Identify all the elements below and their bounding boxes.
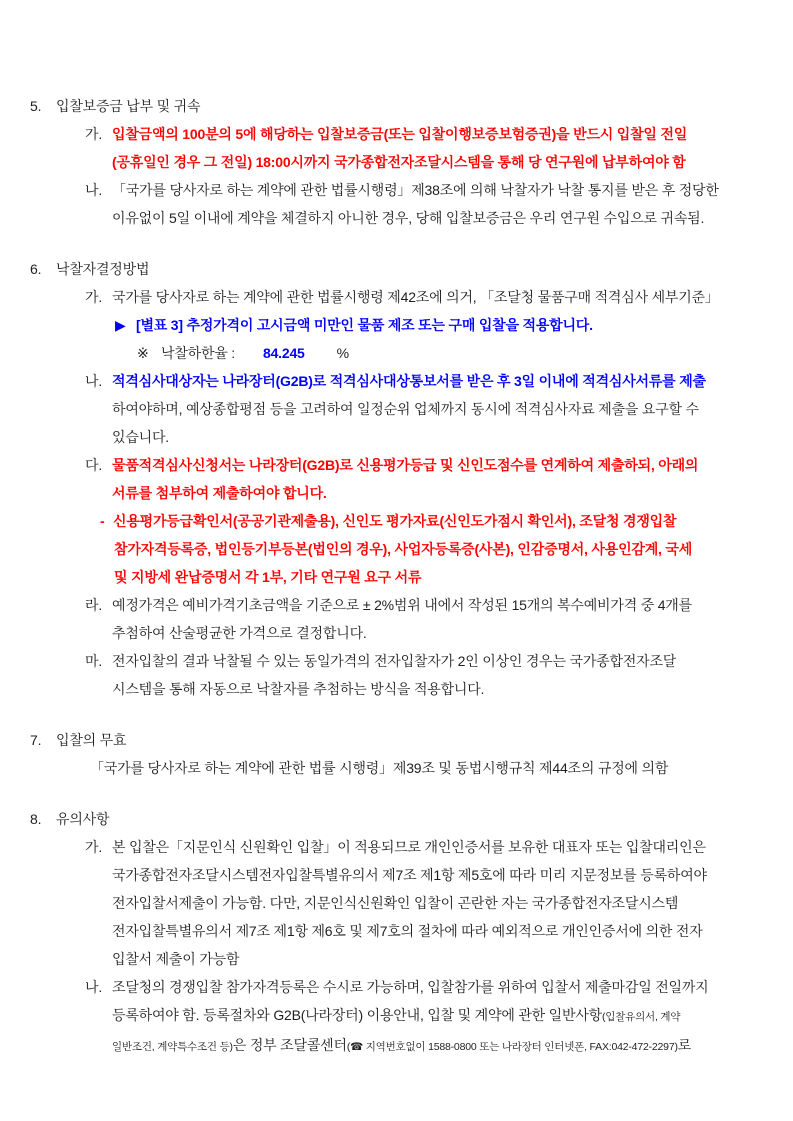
text-segment: 국가를 당사자로 하는 계약에 관한 법률시행령 제42조에 의거, 「조달청 물품구매 적격심사 세부기준」 [112, 289, 719, 305]
doc-line [137, 339, 767, 367]
text-segment: 전자입찰특별유의서 제7조 제1항 제6호 및 제7호의 절차에 따라 예외적으로 개인인증서에 의한 전자 [112, 923, 703, 939]
text-segment: [별표 3] 추정가격이 고시금액 미만인 물품 제조 또는 구매 입찰을 적용합니다. [136, 317, 593, 333]
doc-line [85, 973, 767, 1001]
text-segment: 시스템을 통해 자동으로 낙찰자를 추첨하는 방식을 적용합니다. [112, 681, 485, 697]
doc-line [112, 917, 767, 945]
text-segment: 서류를 첨부하여 제출하여야 합니다. [112, 485, 327, 501]
text-segment: 참가자격등록증, 법인등기부등본(법인의 경우), 사업자등록증(사본), 인감증명서, 사용인감계, 국세 [114, 541, 693, 557]
doc-line [85, 176, 767, 204]
doc-line [112, 204, 767, 232]
text-segment: 로 [677, 1037, 692, 1053]
text-segment: 및 지방세 완납증명서 각 1부, 기타 연구원 요구 서류 [114, 569, 422, 585]
section-heading [30, 805, 767, 833]
section [30, 92, 767, 232]
doc-line [112, 1001, 767, 1031]
text-segment: 입찰금액의 100분의 5에 해당하는 입찰보증금(또는 입찰이행보증보험증권)을 반드시 입찰일 전일 [112, 126, 688, 142]
text-segment: 은 정부 조달콜센터 [232, 1037, 347, 1053]
text-segment: 있습니다. [112, 429, 169, 445]
text-segment: 조달청의 경쟁입찰 참가자격등록은 수시로 가능하며, 입찰참가를 위하여 입찰서 제출마감일 전일까지 [112, 979, 709, 995]
text-segment: 전자입찰서제출이 가능함. 다만, 지문인식신원확인 입찰이 곤란한 자는 국가종합전자조달시스템 [112, 895, 679, 911]
section-title: 유의사항 [56, 811, 110, 827]
doc-line [112, 675, 767, 703]
text-segment: (입찰유의서, 계약 [601, 1011, 681, 1023]
text-segment: 국가종합전자조달시스템전자입찰특별유의서 제7조 제1항 제5호에 따라 미리 지문정보를 등록하여야 [112, 867, 707, 883]
section [30, 255, 767, 703]
line-marker: 가. [85, 289, 103, 305]
text-segment: 예정가격은 예비가격기초금액을 기준으로 ± 2%범위 내에서 작성된 15개의 복수예비가격 중 4개를 [112, 597, 692, 613]
line-marker: 가. [85, 839, 103, 855]
line-marker: ※ [137, 345, 149, 361]
line-marker: 나. [85, 182, 103, 198]
section-heading [30, 255, 767, 283]
text-segment: 적격심사대상자는 나라장터(G2B)로 적격심사대상통보서를 받은 후 3일 이내에 적격심사서류를 제출 [112, 373, 706, 389]
doc-line [114, 535, 767, 563]
doc-line [85, 120, 767, 148]
text-segment: (☎ 지역번호없이 1588-0800 또는 나라장터 인터넷폰, FAX:042-472-2297) [346, 1041, 678, 1053]
text-segment: 84.245 [263, 345, 305, 361]
text-segment: 낙찰하한율 : [161, 345, 235, 361]
text-segment: 신용평가등급확인서(공공기관제출용), 신인도 평가자료(신인도가점시 확인서), 조달청 경쟁입찰 [113, 513, 677, 529]
text-segment: 입찰서 제출이 가능함 [112, 951, 240, 967]
section-heading [30, 92, 767, 120]
section-number: 8. [30, 811, 42, 827]
section-title: 입찰보증금 납부 및 귀속 [56, 98, 201, 114]
text-segment: 「국가를 당사자로 하는 계약에 관한 법률 시행령」제39조 및 동법시행규칙 제44조의 규정에 의함 [90, 760, 669, 776]
doc-line [85, 451, 767, 479]
section [30, 805, 767, 1061]
line-marker: - [100, 513, 105, 529]
text-segment: 「국가를 당사자로 하는 계약에 관한 법률시행령」제38조에 의해 낙찰자가 낙찰 통지를 받은 후 정당한 [112, 182, 719, 198]
text-segment: 등록하여야 함. 등록절차와 G2B(나라장터) 이용안내, 입찰 및 계약에 관한 일반사항 [112, 1007, 602, 1023]
doc-line [112, 423, 767, 451]
section-number: 6. [30, 261, 42, 277]
doc-line [112, 889, 767, 917]
doc-line [112, 861, 767, 889]
section-number: 7. [30, 732, 42, 748]
doc-line [85, 367, 767, 395]
doc-line [112, 619, 767, 647]
section-heading [30, 726, 767, 754]
line-marker: ▶ [115, 317, 126, 333]
doc-line [85, 647, 767, 675]
doc-line [85, 591, 767, 619]
doc-line [112, 148, 767, 176]
text-segment: 전자입찰의 결과 낙찰될 수 있는 동일가격의 전자입찰자가 2인 이상인 경우는 국가종합전자조달 [112, 653, 677, 669]
text-segment: 이유없이 5일 이내에 계약을 체결하지 아니한 경우, 당해 입찰보증금은 우리 연구원 수입으로 귀속됨. [112, 210, 705, 226]
doc-line [112, 395, 767, 423]
text-segment: 추첨하여 산술평균한 가격으로 결정합니다. [112, 625, 367, 641]
section-number: 5. [30, 98, 42, 114]
line-marker: 가. [85, 126, 103, 142]
doc-line [115, 311, 767, 339]
doc-line [112, 945, 767, 973]
doc-line [85, 833, 767, 861]
line-marker: 다. [85, 457, 103, 473]
line-marker: 라. [85, 597, 103, 613]
text-segment: 하여야하며, 예상종합평점 등을 고려하여 일정순위 업체까지 동시에 적격심사자료 제출을 요구할 수 [112, 401, 699, 417]
doc-line [100, 507, 767, 535]
doc-line [85, 283, 767, 311]
doc-line [112, 479, 767, 507]
doc-line [114, 563, 767, 591]
section [30, 726, 767, 782]
doc-line [112, 1031, 767, 1061]
document-body [30, 92, 767, 1061]
section-title: 낙찰자결정방법 [56, 261, 150, 277]
doc-line [90, 754, 767, 782]
text-segment: 본 입찰은「지문인식 신원확인 입찰」이 적용되므로 개인인증서를 보유한 대표자 또는 입찰대리인은 [112, 839, 706, 855]
section-title: 입찰의 무효 [56, 732, 127, 748]
line-marker: 마. [85, 653, 103, 669]
text-segment: % [336, 345, 349, 361]
text-segment: 일반조건, 계약특수조건 등) [112, 1041, 233, 1053]
text-segment: 물품적격심사신청서는 나라장터(G2B)로 신용평가등급 및 신인도점수를 연계하여 제출하되, 아래의 [112, 457, 699, 473]
text-segment: (공휴일인 경우 그 전일) 18:00시까지 국가종합전자조달시스템을 통해 당 연구원에 납부하여야 함 [112, 154, 686, 170]
line-marker: 나. [85, 979, 103, 995]
line-marker: 나. [85, 373, 103, 389]
